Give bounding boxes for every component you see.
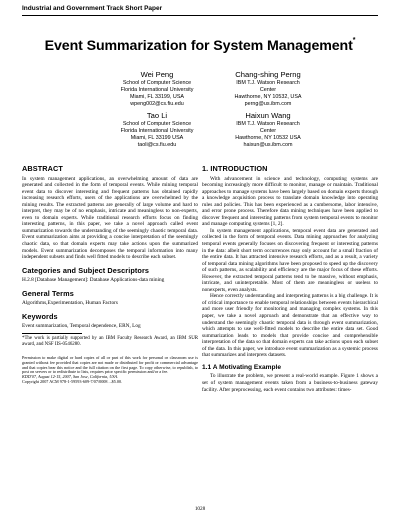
author-address: Miami, FL 33199, USA bbox=[129, 93, 185, 100]
author-address: Hawthorne, NY 10532, USA bbox=[234, 93, 302, 100]
header-rule bbox=[22, 15, 378, 16]
intro-paragraph: Hence correctly understanding and interpreting patterns is a big challenge. It is of critical importance to enable temporal relationships between events hierarchical and more user friendly for monitoring and managing complex systems. In this paper, we take a novel approach and demonstrate that an effective way to understand the seemingly chaotic temporal data is through event summarization, which attempts to use well-fitted models to describe the entire data set. Good summarization leads to models that provide concise and comprehensible interpretation of the data so that domain experts can take actions upon each subset of the data. In this paper, we introduce event summarization as a systemic process that summarizes and interprets datasets. bbox=[202, 293, 378, 359]
author-name: Wei Peng bbox=[140, 70, 174, 79]
general-terms-text: Algorithms,Experimentation, Human Factors bbox=[22, 300, 118, 307]
copyright-line: Copyright 2007 ACM 978-1-59593-609-7/07/0008 ...$5.00. bbox=[22, 379, 123, 385]
keywords-heading: Keywords bbox=[22, 311, 58, 321]
intro-paragraph: In system management applications, temporal event data are generated and collected in the form of temporal events. Data mining approaches for analyzing temporal events generally focuses on discovering frequent or interesting patterns in the data: albeit short term occurrences may only account for a small fraction of the entire data. It has attracted intensive research efforts, and as a result, a variety of temporal data mining algorithms have been proposed to speed up the discovery of such patterns, as scalability and efficiency are the major focus of these efforts. However, the extracted temporal patterns tend to be massive, without emphasis, intricate, and uninterpretable. Most of them are meaningless or useless to nonexperts, even analysts. bbox=[202, 227, 378, 293]
author-name: Haixun Wang bbox=[245, 111, 291, 120]
paper-title-text: Event Summarization for System Management bbox=[44, 38, 353, 54]
author-email: taoli@cs.fiu.edu bbox=[137, 141, 177, 148]
author-email: wpeng002@cs.fiu.edu bbox=[130, 100, 184, 107]
author-email: perng@us.ibm.com bbox=[244, 100, 292, 107]
abstract-heading: ABSTRACT bbox=[22, 164, 63, 173]
paper-title bbox=[0, 38, 400, 54]
author-block-2 bbox=[203, 70, 333, 108]
left-column bbox=[22, 166, 198, 385]
footnote-rule bbox=[22, 333, 82, 334]
author-affiliation: Center bbox=[259, 127, 277, 134]
categories-heading: Categories and Subject Descriptors bbox=[22, 265, 150, 275]
author-affiliation: IBM T.J. Watson Research bbox=[236, 121, 300, 127]
author-name: Chang-shing Perng bbox=[235, 70, 301, 79]
author-block-4 bbox=[203, 111, 333, 149]
right-column bbox=[202, 166, 378, 393]
subsection-paragraph: To illustrate the problem, we present a real-world example. Figure 1 shows a set of system management events taken from a business-to-business gateway facility. After preprocessing, each event contains two attributes: times- bbox=[202, 373, 378, 393]
author-affiliation: School of Computer Science bbox=[122, 80, 192, 86]
general-terms-heading: General Terms bbox=[22, 288, 74, 298]
author-name: Tao Li bbox=[146, 111, 168, 120]
author-affiliation: School of Computer Science bbox=[122, 121, 192, 127]
author-affiliation: Center bbox=[259, 86, 277, 93]
author-affiliation: IBM T.J. Watson Research bbox=[236, 80, 300, 86]
categories-text: H.2.8 [Database Management]: Database Applications-data mining bbox=[22, 277, 165, 284]
subsection-heading: 1.1 A Motivating Example bbox=[202, 363, 282, 371]
track-header: Industrial and Government Track Short Paper bbox=[22, 5, 163, 12]
intro-heading: 1. INTRODUCTION bbox=[202, 164, 268, 173]
intro-paragraph: With advancement in science and technology, computing systems are becoming increasingly more difficult to monitor, manage or maintain. Traditional approaches to manage systems have been largely based on domain experts through a knowledge acquisition process to translate domain knowledge into operating rules and policies. This has been experienced as a cumbersome, labor intensive, and error prone process. Therefore data mining techniques have been applied to discover frequent and interesting patterns from system temporal events to monitor and manage computing systems [1, 2]. bbox=[202, 175, 378, 228]
keywords-text: Event summarization, Temporal dependence, ERN, Log bbox=[22, 323, 141, 330]
author-affiliation: Florida International University bbox=[120, 127, 194, 134]
abstract-text: In system management applications, an overwhelming amount of data are generated and collected in the form of temporal events. While mining temporal event data to discover interesting and frequent patterns has obtained rapidly increasing research efforts, users of the applications are overwhelmed by the mining results. The extracted patterns are generally of large volume and hard to interpret, they may be of no emphasis, intricate and meaningless to non-experts, even to domain experts. While traditional research efforts focus on finding interesting patterns, in this paper, we take a novel approach called event summarization towards the understanding of the seemingly chaotic temporal data. Event summarization aims at providing a concise interpretation of the seemingly chaotic data, so that domain experts may take actions upon the summarized models. Event summarization decomposes the temporal information into many independent subsets and finds well fitted models to describe each subset. bbox=[22, 175, 198, 261]
author-email: haixun@us.ibm.com bbox=[243, 141, 293, 148]
title-footnote-mark: * bbox=[352, 37, 356, 45]
author-address: Miami, FL 33199 USA bbox=[130, 134, 184, 141]
footnote-text: *The work is partially supported by an IBM Faculty Research Award, an IBM SUR award, and NSF IIS-0546280. bbox=[22, 335, 198, 347]
page-number: 1028 bbox=[194, 506, 206, 512]
permission-notice: Permission to make digital or hard copies of all or part of this work for personal or classroom use is granted without fee provided that copies are not made or distributed for profit or commercial advantage and that copies bear this notice and the full citation on the first page. To copy otherwise, to republish, to post on servers or to redistribute to lists, requires prior specific permission and/or a fee. bbox=[22, 354, 198, 375]
author-affiliation: Florida International University bbox=[120, 86, 194, 93]
venue-line: KDD'07, August 12-15, 2007, San Jose, California, USA. bbox=[22, 374, 119, 380]
author-address: Hawthorne, NY 10532 USA bbox=[235, 134, 301, 141]
